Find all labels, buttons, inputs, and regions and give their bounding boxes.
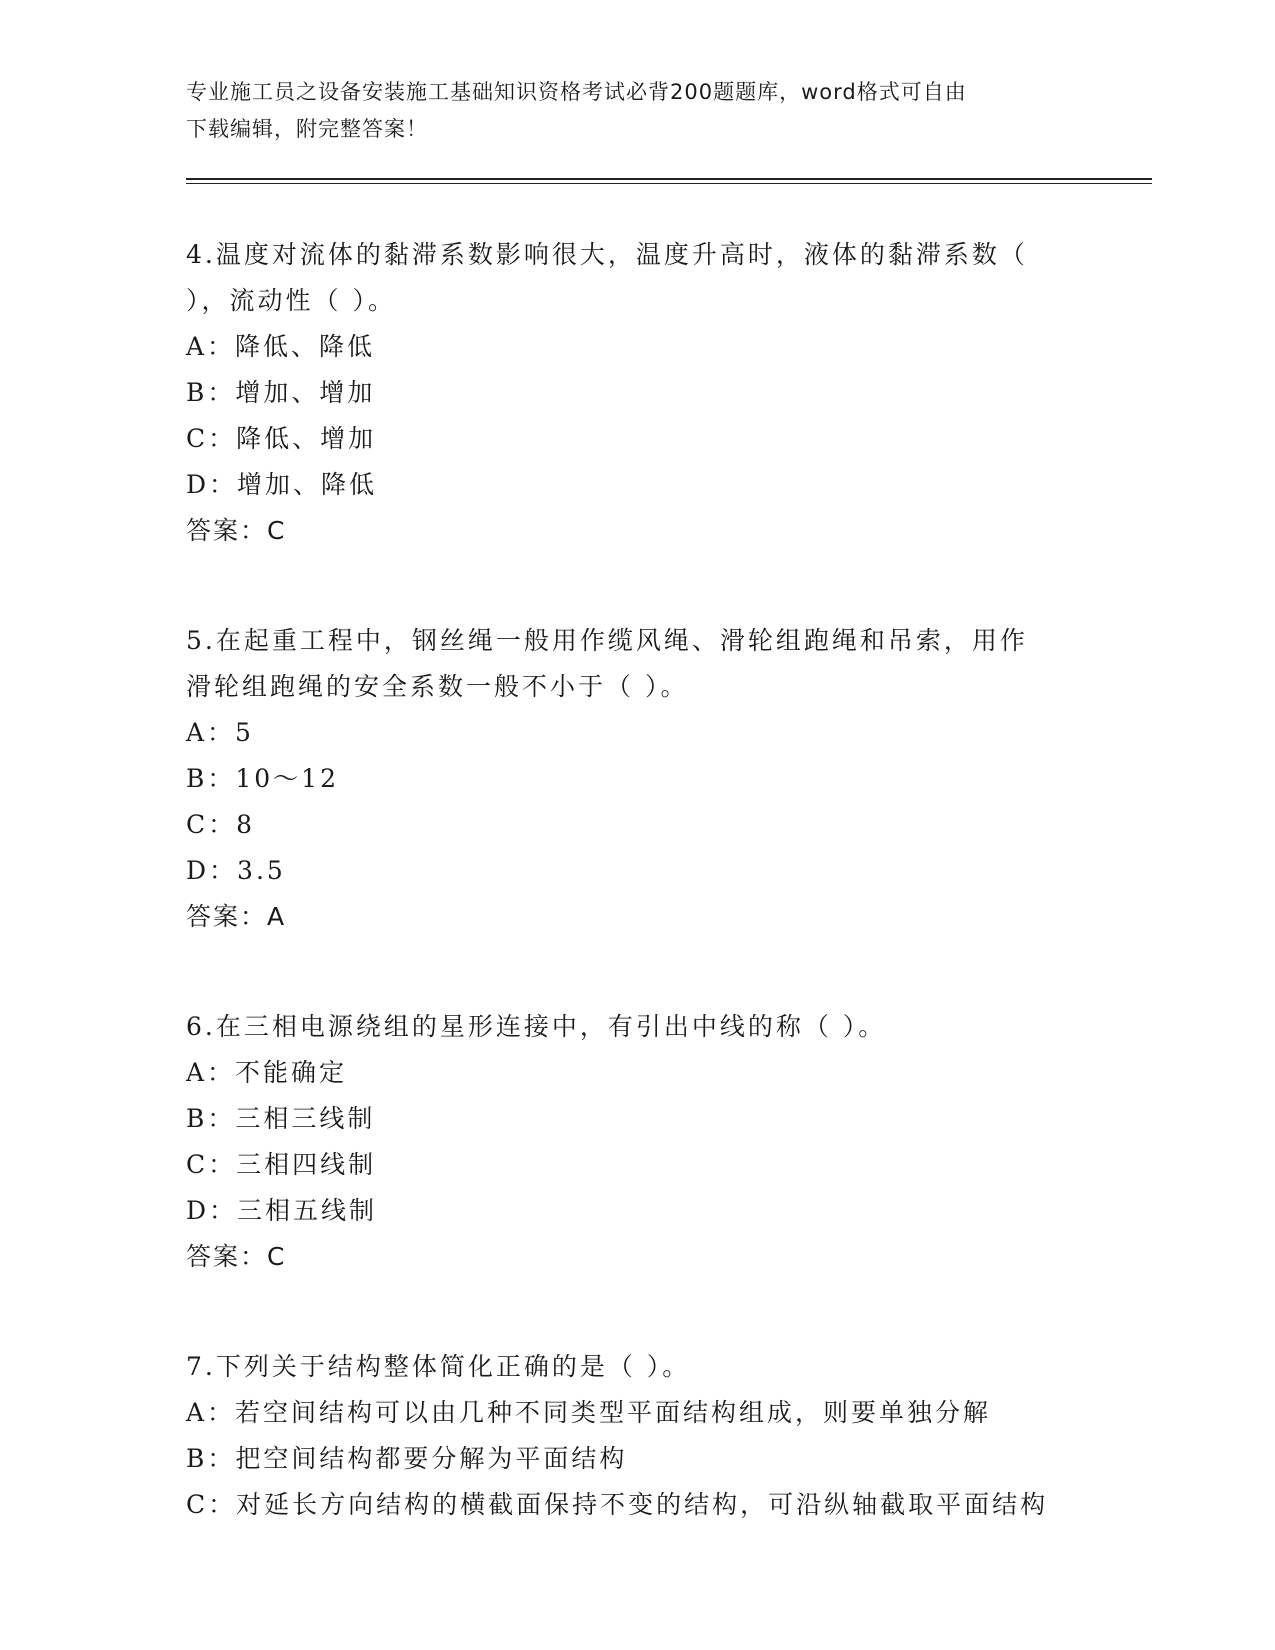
option-c: C：三相四线制 [186, 1150, 377, 1179]
question-list [186, 232, 1086, 1528]
option-b: B：三相三线制 [186, 1104, 376, 1133]
option-a: A：若空间结构可以由几种不同类型平面结构组成，则要单独分解 [186, 1398, 992, 1427]
document-header [186, 74, 1066, 148]
option-c: C：对延长方向结构的横截面保持不变的结构，可沿纵轴截取平面结构 [186, 1490, 1049, 1519]
header-divider-thin [186, 183, 1152, 184]
question-4 [186, 232, 1086, 554]
option-b: B：10～12 [186, 764, 339, 793]
question-7 [186, 1344, 1086, 1528]
answer: 答案：C [186, 1242, 287, 1271]
question-text-continued: 滑轮组跑绳的安全系数一般不小于（ ）。 [186, 672, 689, 701]
option-c: C：降低、增加 [186, 424, 377, 453]
question-6 [186, 1004, 1086, 1280]
option-d: D：三相五线制 [186, 1196, 378, 1225]
option-a: A：5 [186, 718, 254, 747]
question-5 [186, 618, 1086, 940]
option-a: A：不能确定 [186, 1058, 348, 1087]
option-c: C：8 [186, 810, 256, 839]
answer: 答案：A [186, 902, 287, 931]
answer: 答案：C [186, 516, 287, 545]
option-b: B：把空间结构都要分解为平面结构 [186, 1444, 628, 1473]
question-text: 5.在起重工程中，钢丝绳一般用作缆风绳、滑轮组跑绳和吊索，用作 [186, 626, 1028, 655]
option-b: B：增加、增加 [186, 378, 376, 407]
option-a: A：降低、降低 [186, 332, 376, 361]
option-d: D：增加、降低 [186, 470, 378, 499]
header-line-1: 专业施工员之设备安装施工基础知识资格考试必背200题题库，word格式可自由 [186, 80, 967, 104]
question-text-continued: ），流动性（ ）。 [186, 286, 396, 315]
question-text: 7.下列关于结构整体简化正确的是（ ）。 [186, 1352, 691, 1381]
header-line-2: 下载编辑，附完整答案！ [186, 117, 428, 141]
header-divider-thick [186, 178, 1152, 180]
question-text: 6.在三相电源绕组的星形连接中，有引出中线的称（ ）。 [186, 1012, 887, 1041]
option-d: D：3.5 [186, 856, 286, 885]
question-text: 4.温度对流体的黏滞系数影响很大，温度升高时，液体的黏滞系数（ [186, 240, 1028, 269]
